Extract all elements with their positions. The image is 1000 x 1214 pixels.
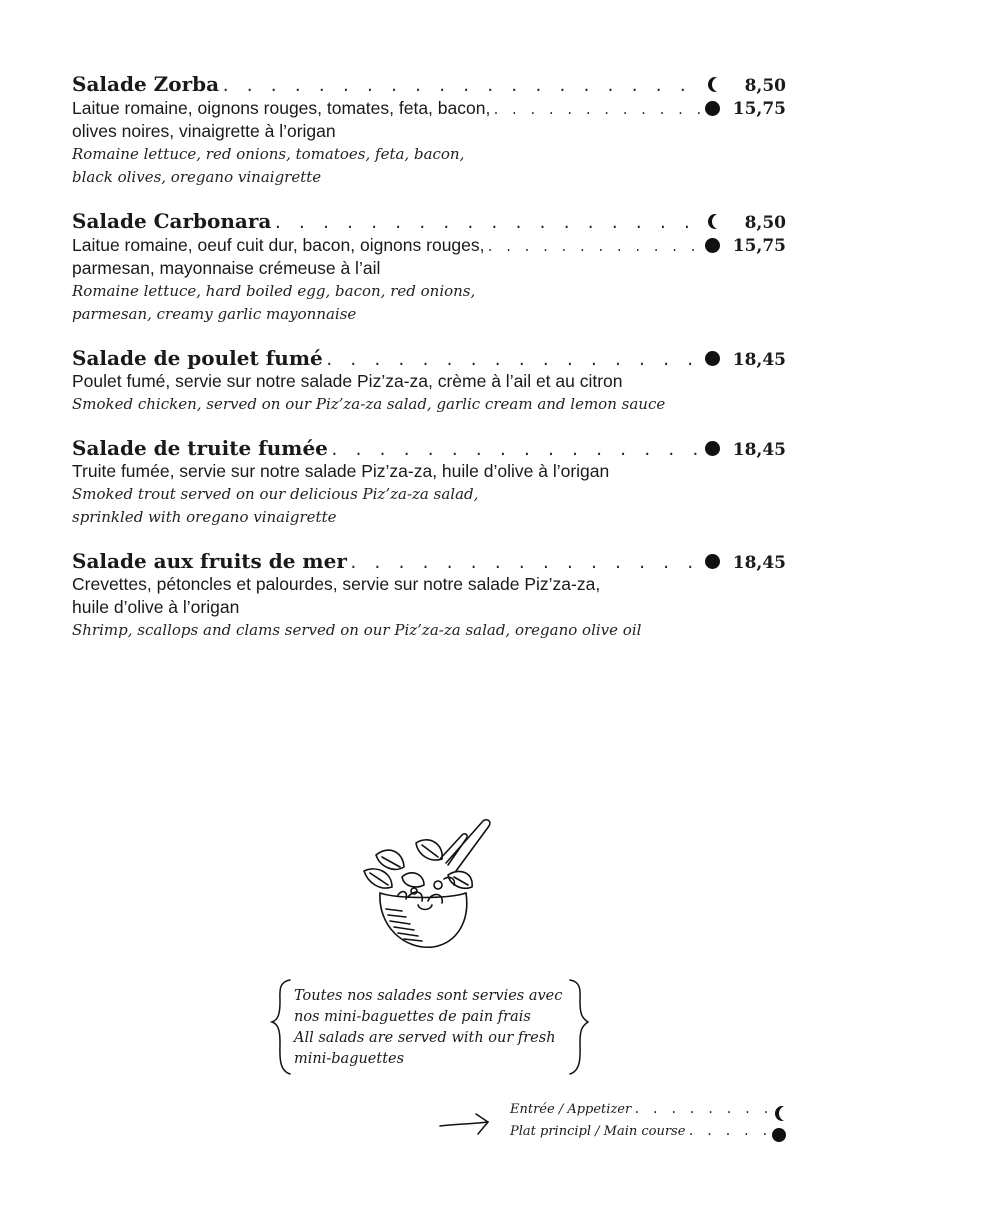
dot-leader (330, 441, 701, 459)
full-circle-icon (772, 1128, 786, 1142)
legend-main (510, 1124, 786, 1146)
half-moon-icon (705, 214, 720, 229)
salad-menu (72, 72, 786, 662)
note-line: Toutes nos salades sont servies avec (294, 988, 563, 1004)
item-desc-en: Smoked trout served on our delicious Piz’za-za salad, (72, 485, 479, 503)
item-name: Salade aux fruits de mer (72, 549, 347, 573)
legend-appetizer (510, 1102, 786, 1124)
item-desc-fr: Laitue romaine, oeuf cuit dur, bacon, oignons rouges, (72, 235, 485, 255)
full-circle-icon (705, 351, 720, 366)
dot-leader (273, 214, 701, 232)
note-line: All salads are served with our fresh (294, 1030, 556, 1046)
full-circle-icon (705, 441, 720, 456)
item-desc-fr: Laitue romaine, oignons rouges, tomates, feta, bacon, (72, 98, 491, 118)
item-price-main: 18,45 (732, 350, 786, 370)
item-desc-en: sprinkled with oregano vinaigrette (72, 508, 337, 526)
item-price-appetizer: 8,50 (744, 213, 786, 233)
legend-main-label: Plat principl / Main course (510, 1124, 686, 1139)
dot-leader (687, 1124, 768, 1138)
arrow-right-icon (438, 1112, 494, 1142)
item-desc-fr: huile d’olive à l’origan (72, 597, 240, 617)
menu-item-truite-fumee (72, 436, 786, 529)
item-name: Salade de poulet fumé (72, 346, 323, 370)
dot-leader (221, 77, 701, 95)
menu-item-fruits-de-mer (72, 549, 786, 642)
half-moon-icon (772, 1106, 786, 1120)
menu-item-zorba (72, 72, 786, 189)
half-moon-icon (705, 77, 720, 92)
item-price-main: 15,75 (732, 236, 786, 256)
dot-leader (349, 554, 701, 572)
item-desc-fr: olives noires, vinaigrette à l’origan (72, 121, 336, 141)
item-price-main: 15,75 (732, 99, 786, 119)
full-circle-icon (705, 101, 720, 116)
item-desc-en: parmesan, creamy garlic mayonnaise (72, 305, 357, 323)
item-name: Salade Carbonara (72, 209, 272, 233)
item-desc-en: Romaine lettuce, red onions, tomatoes, feta, bacon, (72, 145, 465, 163)
dot-leader (325, 351, 701, 369)
full-circle-icon (705, 238, 720, 253)
dot-leader (633, 1102, 768, 1116)
dot-leader (492, 103, 701, 117)
salad-bowl-icon (358, 815, 498, 955)
item-price-main: 18,45 (732, 553, 786, 573)
item-desc-en: Romaine lettuce, hard boiled egg, bacon, red onions, (72, 282, 476, 300)
item-desc-en: Smoked chicken, served on our Piz’za-za salad, garlic cream and lemon sauce (72, 395, 666, 413)
menu-item-carbonara (72, 209, 786, 326)
item-desc-fr: Poulet fumé, servie sur notre salade Piz’za-za, crème à l’ail et au citron (72, 371, 623, 391)
note-line: mini-baguettes (294, 1051, 405, 1067)
item-price-main: 18,45 (732, 440, 786, 460)
item-name: Salade de truite fumée (72, 436, 328, 460)
item-desc-en: Shrimp, scallops and clams served on our Piz’za-za salad, oregano olive oil (72, 621, 642, 639)
item-desc-fr: Crevettes, pétoncles et palourdes, servie sur notre salade Piz’za-za, (72, 574, 601, 594)
item-name: Salade Zorba (72, 72, 220, 96)
dot-leader (487, 240, 702, 254)
item-desc-fr: Truite fumée, servie sur notre salade Piz’za-za, huile d’olive à l’origan (72, 461, 610, 481)
item-desc-fr: parmesan, mayonnaise crémeuse à l’ail (72, 258, 381, 278)
item-price-appetizer: 8,50 (744, 76, 786, 96)
legend-appetizer-label: Entrée / Appetizer (510, 1102, 632, 1117)
menu-item-poulet-fume (72, 346, 786, 416)
bread-note (270, 978, 590, 1078)
note-line: nos mini-baguettes de pain frais (294, 1009, 531, 1025)
item-desc-en: black olives, oregano vinaigrette (72, 168, 322, 186)
full-circle-icon (705, 554, 720, 569)
